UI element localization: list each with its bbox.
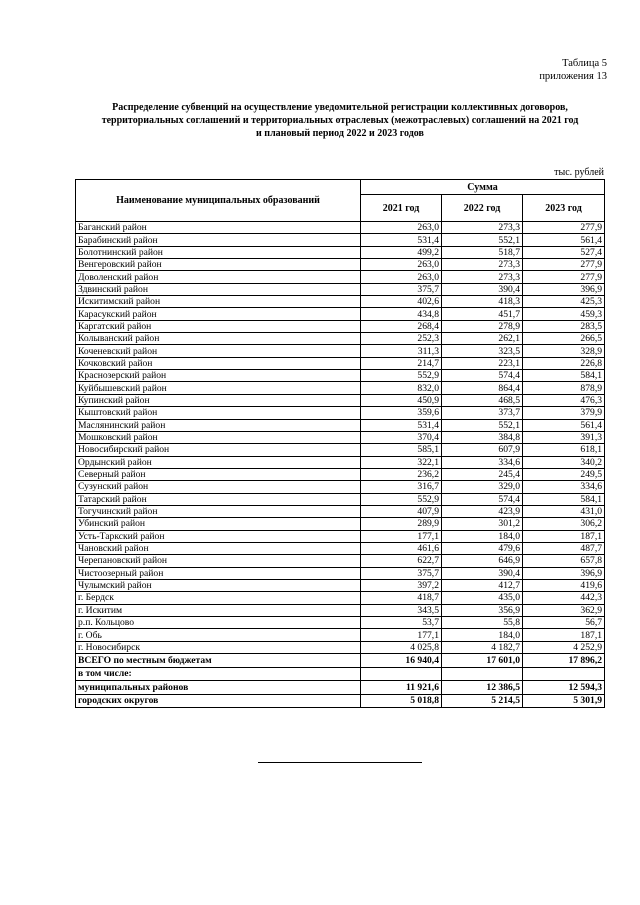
value-cell-2023: 425,3 — [523, 296, 605, 308]
value-cell-2022: 574,4 — [442, 370, 523, 382]
value-cell-2022: 518,7 — [442, 246, 523, 258]
value-cell-2023: 56,7 — [523, 617, 605, 629]
value-cell-2021: 359,6 — [361, 407, 442, 419]
value-cell-2021: 343,5 — [361, 604, 442, 616]
table-row — [76, 357, 605, 369]
value-cell-2023 — [523, 667, 605, 681]
value-cell-2023: 334,6 — [523, 481, 605, 493]
row-name-cell: Чановский район — [76, 542, 361, 554]
row-name-cell: Мошковский район — [76, 431, 361, 443]
value-cell-2021: 268,4 — [361, 320, 442, 332]
row-name-cell: Ордынский район — [76, 456, 361, 468]
table-row — [76, 246, 605, 258]
value-cell-2022: 384,8 — [442, 431, 523, 443]
value-cell-2023: 17 896,2 — [523, 654, 605, 668]
value-cell-2023: 226,8 — [523, 357, 605, 369]
row-name-cell: Доволенский район — [76, 271, 361, 283]
row-name-cell: Каргатский район — [76, 320, 361, 332]
row-name-cell: Кыштовский район — [76, 407, 361, 419]
total-row — [76, 667, 605, 681]
table-row — [76, 456, 605, 468]
row-name-cell: Венгеровский район — [76, 259, 361, 271]
row-name-cell: Колыванский район — [76, 333, 361, 345]
row-name-cell: Коченевский район — [76, 345, 361, 357]
value-cell-2022: 418,3 — [442, 296, 523, 308]
value-cell-2023: 487,7 — [523, 542, 605, 554]
value-cell-2023: 187,1 — [523, 629, 605, 641]
value-cell-2022: 479,6 — [442, 542, 523, 554]
value-cell-2023: 4 252,9 — [523, 641, 605, 653]
row-name-cell: Маслянинский район — [76, 419, 361, 431]
row-name-cell: Северный район — [76, 468, 361, 480]
value-cell-2021: 622,7 — [361, 555, 442, 567]
value-cell-2022: 356,9 — [442, 604, 523, 616]
value-cell-2023: 277,9 — [523, 259, 605, 271]
row-name-cell: г. Искитим — [76, 604, 361, 616]
value-cell-2023: 306,2 — [523, 518, 605, 530]
table-row — [76, 641, 605, 653]
value-cell-2022: 273,3 — [442, 259, 523, 271]
row-name-cell: Кочковский район — [76, 357, 361, 369]
header-year-2021: 2021 год — [361, 195, 442, 222]
value-cell-2022: 273,3 — [442, 271, 523, 283]
value-cell-2021: 252,3 — [361, 333, 442, 345]
value-cell-2022: 451,7 — [442, 308, 523, 320]
value-cell-2023: 277,9 — [523, 222, 605, 234]
value-cell-2021: 531,4 — [361, 419, 442, 431]
value-cell-2021: 263,0 — [361, 271, 442, 283]
value-cell-2021: 832,0 — [361, 382, 442, 394]
row-name-cell: г. Новосибирск — [76, 641, 361, 653]
value-cell-2022: 245,4 — [442, 468, 523, 480]
table-row — [76, 555, 605, 567]
value-cell-2022: 552,1 — [442, 419, 523, 431]
value-cell-2023: 561,4 — [523, 419, 605, 431]
value-cell-2023: 12 594,3 — [523, 681, 605, 695]
value-cell-2021: 585,1 — [361, 444, 442, 456]
header-year-2023: 2023 год — [523, 195, 605, 222]
value-cell-2022: 55,8 — [442, 617, 523, 629]
value-cell-2021: 407,9 — [361, 505, 442, 517]
value-cell-2021: 289,9 — [361, 518, 442, 530]
value-cell-2022: 262,1 — [442, 333, 523, 345]
table-row — [76, 419, 605, 431]
row-name-cell: Карасукский район — [76, 308, 361, 320]
title-line-2: территориальных соглашений и территориальных отраслевых (межотраслевых) соглашений на 2021 год — [101, 115, 579, 126]
value-cell-2022: 301,2 — [442, 518, 523, 530]
row-name-cell: г. Бердск — [76, 592, 361, 604]
row-name-cell: Новосибирский район — [76, 444, 361, 456]
value-cell-2022: 323,5 — [442, 345, 523, 357]
value-cell-2022: 5 214,5 — [442, 694, 523, 708]
table-number: Таблица 5 — [562, 58, 607, 69]
table-row — [76, 394, 605, 406]
value-cell-2022: 273,3 — [442, 222, 523, 234]
document-title — [80, 101, 600, 140]
value-cell-2021: 552,9 — [361, 493, 442, 505]
value-cell-2021: 16 940,4 — [361, 654, 442, 668]
table-row — [76, 308, 605, 320]
value-cell-2022: 607,9 — [442, 444, 523, 456]
value-cell-2023: 419,6 — [523, 579, 605, 591]
table-row — [76, 259, 605, 271]
value-cell-2022: 390,4 — [442, 567, 523, 579]
table-row — [76, 604, 605, 616]
value-cell-2022: 390,4 — [442, 283, 523, 295]
value-cell-2023: 391,3 — [523, 431, 605, 443]
value-cell-2021: 370,4 — [361, 431, 442, 443]
value-cell-2022: 4 182,7 — [442, 641, 523, 653]
value-cell-2023: 431,0 — [523, 505, 605, 517]
value-cell-2021: 434,8 — [361, 308, 442, 320]
value-cell-2023: 362,9 — [523, 604, 605, 616]
value-cell-2022: 184,0 — [442, 530, 523, 542]
value-cell-2022: 468,5 — [442, 394, 523, 406]
table-row — [76, 468, 605, 480]
table-row — [76, 370, 605, 382]
separator-line — [258, 762, 422, 763]
value-cell-2023: 442,3 — [523, 592, 605, 604]
value-cell-2021: 499,2 — [361, 246, 442, 258]
value-cell-2023: 266,5 — [523, 333, 605, 345]
value-cell-2021 — [361, 667, 442, 681]
row-name-cell: Убинский район — [76, 518, 361, 530]
row-name-cell: Чулымский район — [76, 579, 361, 591]
value-cell-2022: 373,7 — [442, 407, 523, 419]
value-cell-2022: 412,7 — [442, 579, 523, 591]
value-cell-2023: 396,9 — [523, 567, 605, 579]
table-row — [76, 518, 605, 530]
table-row — [76, 617, 605, 629]
row-name-cell: Татарский район — [76, 493, 361, 505]
value-cell-2022: 184,0 — [442, 629, 523, 641]
table-row — [76, 567, 605, 579]
value-cell-2021: 402,6 — [361, 296, 442, 308]
value-cell-2021: 263,0 — [361, 259, 442, 271]
table-row — [76, 382, 605, 394]
row-name-cell: Усть-Таркский район — [76, 530, 361, 542]
value-cell-2023: 283,5 — [523, 320, 605, 332]
header-sum: Сумма — [361, 180, 605, 195]
row-name-cell: Барабинский район — [76, 234, 361, 246]
value-cell-2022: 12 386,5 — [442, 681, 523, 695]
value-cell-2021: 322,1 — [361, 456, 442, 468]
table-row — [76, 345, 605, 357]
value-cell-2022: 646,9 — [442, 555, 523, 567]
value-cell-2021: 236,2 — [361, 468, 442, 480]
value-cell-2021: 418,7 — [361, 592, 442, 604]
table-row — [76, 444, 605, 456]
value-cell-2022: 17 601,0 — [442, 654, 523, 668]
row-name-cell: г. Обь — [76, 629, 361, 641]
row-name-cell: Тогучинский район — [76, 505, 361, 517]
value-cell-2021: 53,7 — [361, 617, 442, 629]
value-cell-2023: 187,1 — [523, 530, 605, 542]
table-row — [76, 333, 605, 345]
table-row — [76, 530, 605, 542]
value-cell-2023: 584,1 — [523, 370, 605, 382]
value-cell-2022: 552,1 — [442, 234, 523, 246]
row-name-cell: Черепановский район — [76, 555, 361, 567]
table-row — [76, 271, 605, 283]
table-row — [76, 320, 605, 332]
value-cell-2022: 435,0 — [442, 592, 523, 604]
value-cell-2022: 223,1 — [442, 357, 523, 369]
table-reference — [539, 57, 607, 83]
value-cell-2022: 329,0 — [442, 481, 523, 493]
table-row — [76, 505, 605, 517]
value-cell-2021: 375,7 — [361, 567, 442, 579]
value-cell-2023: 328,9 — [523, 345, 605, 357]
table-row — [76, 493, 605, 505]
value-cell-2023: 657,8 — [523, 555, 605, 567]
value-cell-2021: 450,9 — [361, 394, 442, 406]
table-row — [76, 234, 605, 246]
row-name-cell: Купинский район — [76, 394, 361, 406]
row-name-cell: Чистоозерный район — [76, 567, 361, 579]
table-row — [76, 431, 605, 443]
row-name-cell: городских округов — [76, 694, 361, 708]
value-cell-2023: 5 301,9 — [523, 694, 605, 708]
value-cell-2023: 379,9 — [523, 407, 605, 419]
value-cell-2023: 249,5 — [523, 468, 605, 480]
table-row — [76, 579, 605, 591]
value-cell-2021: 214,7 — [361, 357, 442, 369]
table-row — [76, 407, 605, 419]
total-row — [76, 694, 605, 708]
value-cell-2021: 375,7 — [361, 283, 442, 295]
value-cell-2021: 461,6 — [361, 542, 442, 554]
value-cell-2021: 263,0 — [361, 222, 442, 234]
value-cell-2023: 340,2 — [523, 456, 605, 468]
header-municipality: Наименование муниципальных образований — [76, 180, 361, 222]
value-cell-2022: 423,9 — [442, 505, 523, 517]
value-cell-2023: 618,1 — [523, 444, 605, 456]
table-row — [76, 283, 605, 295]
value-cell-2023: 476,3 — [523, 394, 605, 406]
subvention-table — [75, 179, 605, 708]
row-name-cell: Здвинский район — [76, 283, 361, 295]
row-name-cell: ВСЕГО по местным бюджетам — [76, 654, 361, 668]
value-cell-2021: 11 921,6 — [361, 681, 442, 695]
value-cell-2023: 584,1 — [523, 493, 605, 505]
units-label: тыс. рублей — [554, 167, 604, 178]
row-name-cell: Краснозерский район — [76, 370, 361, 382]
value-cell-2022: 574,4 — [442, 493, 523, 505]
row-name-cell: Куйбышевский район — [76, 382, 361, 394]
value-cell-2023: 527,4 — [523, 246, 605, 258]
row-name-cell: Сузунский район — [76, 481, 361, 493]
table-row — [76, 481, 605, 493]
row-name-cell: в том числе: — [76, 667, 361, 681]
appendix-reference: приложения 13 — [539, 71, 607, 82]
value-cell-2021: 4 025,8 — [361, 641, 442, 653]
total-row — [76, 681, 605, 695]
header-year-2022: 2022 год — [442, 195, 523, 222]
value-cell-2023: 878,9 — [523, 382, 605, 394]
table-row — [76, 592, 605, 604]
row-name-cell: р.п. Кольцово — [76, 617, 361, 629]
value-cell-2021: 552,9 — [361, 370, 442, 382]
value-cell-2022: 334,6 — [442, 456, 523, 468]
value-cell-2023: 277,9 — [523, 271, 605, 283]
value-cell-2021: 311,3 — [361, 345, 442, 357]
value-cell-2021: 177,1 — [361, 530, 442, 542]
table-row — [76, 296, 605, 308]
row-name-cell: Болотнинский район — [76, 246, 361, 258]
value-cell-2022: 278,9 — [442, 320, 523, 332]
value-cell-2023: 561,4 — [523, 234, 605, 246]
table-body — [76, 222, 605, 708]
row-name-cell: Искитимский район — [76, 296, 361, 308]
title-line-1: Распределение субвенций на осуществление уведомительной регистрации коллективных договоров, — [112, 102, 568, 113]
value-cell-2021: 177,1 — [361, 629, 442, 641]
value-cell-2021: 5 018,8 — [361, 694, 442, 708]
row-name-cell: муниципальных районов — [76, 681, 361, 695]
value-cell-2023: 459,3 — [523, 308, 605, 320]
value-cell-2021: 316,7 — [361, 481, 442, 493]
table-row — [76, 222, 605, 234]
row-name-cell: Баганский район — [76, 222, 361, 234]
value-cell-2022: 864,4 — [442, 382, 523, 394]
title-line-3: и плановый период 2022 и 2023 годов — [256, 128, 424, 139]
value-cell-2023: 396,9 — [523, 283, 605, 295]
total-row — [76, 654, 605, 668]
value-cell-2022 — [442, 667, 523, 681]
table-row — [76, 542, 605, 554]
table-row — [76, 629, 605, 641]
value-cell-2021: 397,2 — [361, 579, 442, 591]
value-cell-2021: 531,4 — [361, 234, 442, 246]
